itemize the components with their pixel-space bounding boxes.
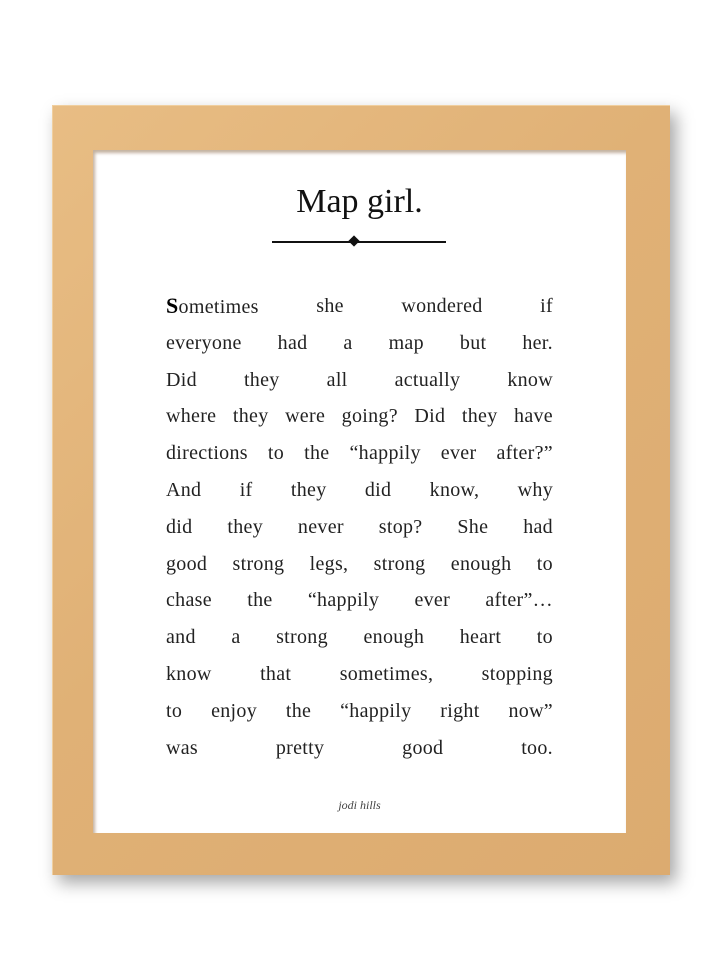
poem-word: where [166,405,217,428]
poem-word: good [166,552,208,575]
diamond-ornament-icon [348,235,359,246]
poem-word: they [227,515,264,538]
poem-word: was [166,736,199,759]
poem-word: all [326,368,348,391]
poem-word: strong [373,552,426,575]
poem-line [166,656,553,693]
poem-word: to [166,699,183,722]
poem-word: now” [508,699,553,722]
poem-word: good [402,736,444,759]
poem-word: that [260,662,292,685]
wooden-frame [52,105,670,875]
poem-word: heart [459,626,502,649]
poem-line [166,582,553,619]
poem-word: her. [522,331,553,354]
poem-word: know, [429,478,480,501]
poem-word: a [343,331,353,354]
poem-line [166,509,553,546]
poem-word: right [440,699,480,722]
poem-word: did [166,515,193,538]
poem-word: have [514,405,553,428]
poem-line [166,693,553,730]
poem-word: know [166,662,212,685]
poem-word: after”… [485,589,553,612]
poem-word: a [231,626,241,649]
poem-word: were [285,405,326,428]
poem-word: Did [414,405,446,428]
poem-word: ever [440,442,477,465]
poem-word: everyone [166,331,242,354]
poem-word: Did [166,368,197,391]
drop-letter: S [166,293,179,318]
poem-word: enjoy [211,699,257,722]
poem-word: stop? [378,515,423,538]
poem-word: had [277,331,308,354]
poem-word: And [166,478,202,501]
poem-word [166,288,259,325]
poem-word: enough [450,552,512,575]
poem-word: legs, [309,552,349,575]
poem-word: if [239,478,253,501]
poem-line [166,325,553,362]
poem-line [166,546,553,583]
poem-word: they [461,405,498,428]
poem-word: ever [414,589,451,612]
poem-word: pretty [275,736,325,759]
poem-line [166,472,553,509]
poem-word: strong [276,626,328,649]
poem-word: if [540,295,553,317]
poem-word: they [232,405,269,428]
poem-word: never [297,515,344,538]
poem-word: stopping [481,662,553,685]
poem-line [166,288,553,325]
poem-word: to [536,626,553,649]
poem-line [166,398,553,435]
poem-word: the [304,442,330,465]
poem-word: the [247,589,273,612]
poem-word: strong [232,552,285,575]
poem-line [166,435,553,472]
poem-word: “happily [349,442,421,465]
poem-word: but [459,331,487,354]
poem-word: directions [166,442,248,465]
poem-word: She [457,515,489,538]
poem-word: wondered [401,295,483,317]
poem-word: actually [394,368,461,391]
poem-word: sometimes, [339,662,434,685]
poem-line [166,362,553,399]
poem-word: going? [341,405,398,428]
print-paper [93,150,626,833]
poem-word: to [267,442,285,465]
poem-word: why [517,478,553,501]
poem-line [166,730,553,767]
word-rest: ometimes [178,296,259,318]
poem-word: know [507,368,553,391]
poem-word: did [364,478,392,501]
poem-word: too. [521,736,553,759]
poem-body [166,288,553,766]
poem-word: “happily [340,699,412,722]
poem-line [166,619,553,656]
poem-word: “happily [307,589,380,612]
poem-word: to [536,552,553,575]
poem-word: they [243,368,280,391]
poem-word: and [166,626,196,649]
poem-word: had [523,515,553,538]
poem-word: the [285,699,312,722]
poem-title: Map girl. [296,183,423,220]
poem-word: after?” [496,442,553,465]
author-signature: jodi hills [338,798,381,812]
poem-word: chase [166,589,212,612]
poem-word: they [290,478,327,501]
poem-word: map [388,331,424,354]
poem-word: she [316,295,344,317]
poem-word: enough [363,626,425,649]
